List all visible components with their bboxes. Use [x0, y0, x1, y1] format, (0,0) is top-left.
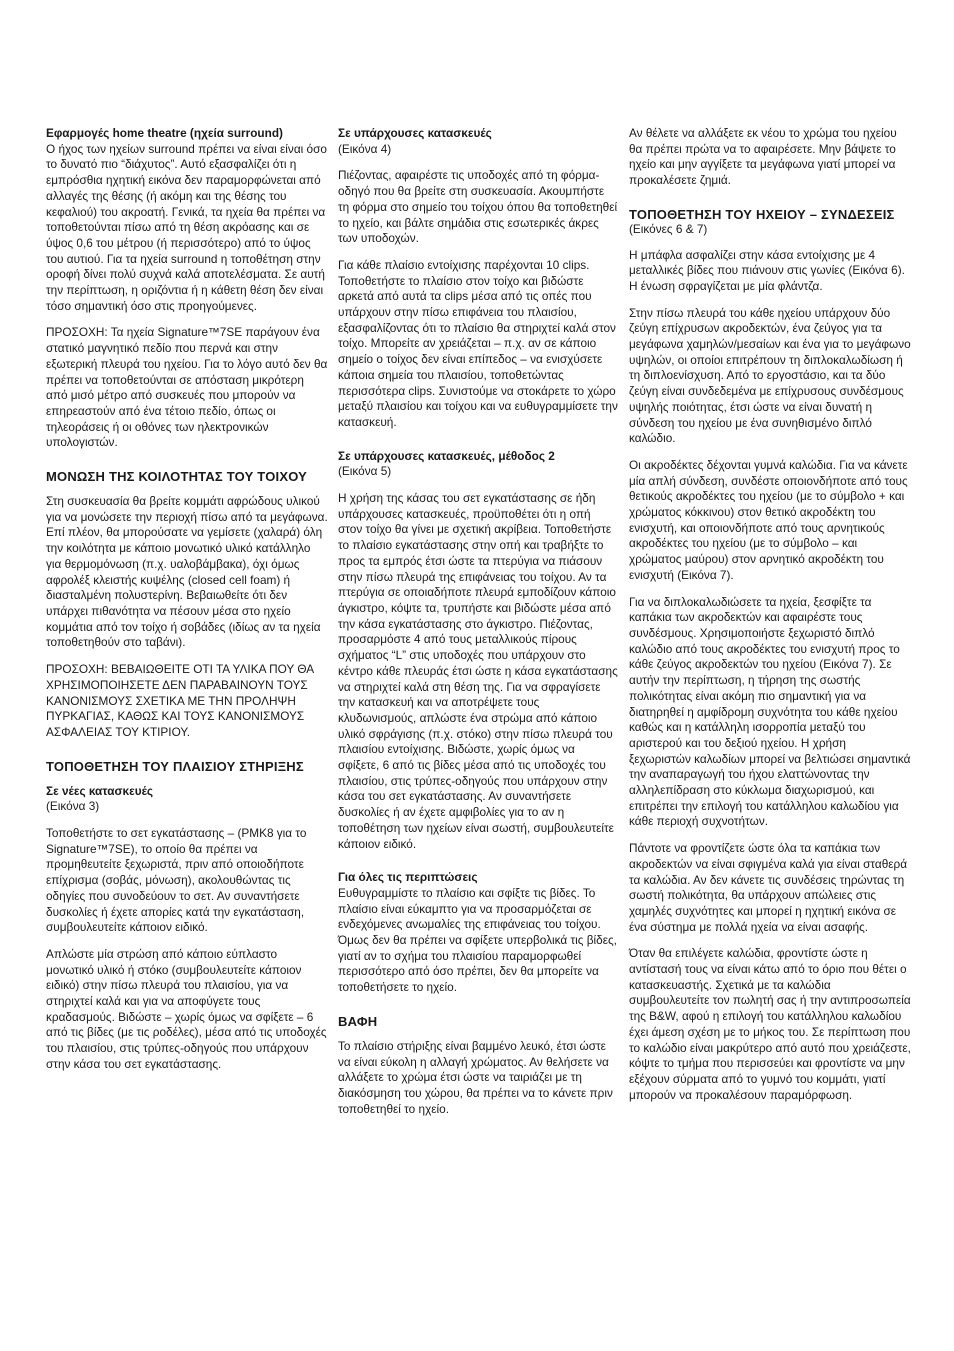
install-para-5: Πάντοτε να φροντίζετε ώστε όλα τα καπάκια των ακροδεκτών να είναι σφιγμένα καλά για είναι σταθερά τα καλώδια. Αν δεν κάνετε τις συνδέσεις τηρώντας τη σωστή πολικότητα, θα υπάρχουν απώλειες στις χαμηλές συχνότητες και μπορεί η ηχητική εικόνα σε ένα σύστημα με πολλά ηχεία να είναι ασαφής. [629, 841, 908, 934]
install-figure-ref: (Εικόνες 6 & 7) [629, 221, 708, 236]
home-theatre-paragraph [46, 126, 328, 314]
all-cases-subhead: Για όλες τις περιπτώσεις [338, 870, 478, 885]
insulation-body: Στη συσκευασία θα βρείτε κομμάτι αφρώδους υλικού για να μονώσετε την περιοχή πίσω από τα μεγάφωνα. Επί πλέον, θα μπορούσατε να γεμίσετε (χαλαρά) όλη την κοιλότητα με κάποιο μονωτικό υλικό κατάλληλο για θερμομόνωση (π.χ. υαλοβάμβακα), όχι όμως αφρολέξ κλειστής κυψέλης (closed cell foam) ή διασταλμένη πολυστερίνη. Βεβαιωθείτε ότι δεν υπάρχει πιθανότητα να πέσουν μέσα στο ηχείο κομμάτια από τον τοίχο ή σοβάδες (ιδίως αν τα ηχεία τοποθετηθούν στο ταβάνι). [46, 494, 328, 650]
existing2-figure-ref: (Εικόνα 5) [338, 464, 392, 479]
frame-para-1: Τοποθετήστε το σετ εγκατάστασης – (PMK8 για το Signature™7SE), το οποίο θα πρέπει να προμηθευτείτε ξεχωριστά, πριν από οποιοδήποτε επίχρισμα (σοβάς, μόνωση), ακολουθώντας τις οδηγίες που συνοδεύουν το σετ. Αν συναντήσετε δυσκολίες ή έχετε απορίες κατά την εγκατάσταση, συμβουλευτείτε κάποιον ειδικό. [46, 826, 307, 935]
existing2-subhead: Σε υπάρχουσες κατασκευές, μέθοδος 2 [338, 448, 555, 463]
insulation-heading: ΜΟΝΩΣΗ ΤΗΣ ΚΟΙΛΟΤΗΤΑΣ ΤΟΥ ΤΟΙΧΟΥ [46, 469, 308, 485]
column-1 [46, 126, 328, 1084]
frame-para-2: Απλώστε μία στρώση από κάποιο εύπλαστο μονωτικό υλικό ή στόκο (συμβουλευτείτε κάποιον ειδικό) στην πίσω πλευρά του πλαισίου, για να στηριχτεί καλά και για να αποφύγετε τους κραδασμούς. Βιδώστε – χωρίς όμως να σφίξετε – 6 από τις βίδες (με τις ροδέλες), μέσα από τις υποδοχές του πλαισίου, στις τρύπες-οδηγούς που υπάρχουν στην κάσα του σετ εγκατάστασης. [46, 946, 327, 1071]
install-heading [629, 207, 911, 238]
home-theatre-subhead: Εφαρμογές home theatre (ηχεία surround) [46, 126, 283, 140]
column-3 [629, 126, 911, 1114]
magnetic-warning: ΠΡΟΣΟΧΗ: Τα ηχεία Signature™7SE παράγουν ένα στατικό μαγνητικό πεδίο που περνά και στην εξωτερική πλευρά του ηχείου. Για το λόγο αυτό δεν θα πρέπει να τοποθετούνται σε απόσταση μικρότερη από μισό μέτρο από συσκευές που μπορούν να επηρεαστούν από ένα τέτοιο πεδίο, όπως οι τηλεοράσεις ή οι οθόνες των ηλεκτρονικών υπολογιστών. [46, 325, 328, 450]
existing-block [338, 126, 618, 157]
column-2 [338, 126, 618, 1128]
paint-body: Το πλαίσιο στήριξης είναι βαμμένο λευκό, έτσι ώστε να είναι εύκολη η αλλαγή χρώματος. Αν θελήσετε να αλλάξετε το χρώμα έτσι ώστε να ταιριάζει με τη διακόσμηση του χώρου, θα πρέπει να το κάνετε πριν τοποθετηθεί το ηχείο. [338, 1038, 613, 1116]
existing2-block [338, 449, 618, 480]
manual-page [46, 126, 910, 1326]
new-construction-figure-ref: (Εικόνα 3) [46, 799, 100, 814]
install-para-3: Οι ακροδέκτες δέχονται γυμνά καλώδια. Για να κάνετε μία απλή σύνδεση, συνδέστε οποιονδήποτε από τους θετικούς ακροδέκτες του ηχείου (με το σύμβολο + και χρώματος κόκκινου) στον θετικό ακροδέκτη του ενισχυτή, και οποιονδήποτε από τους αρνητικούς ακροδέκτες του ηχείου (με το σύμβολο – και χρώματος μαύρου) στον αρνητικό ακροδέκτη του ενισχυτή (Εικόνα 7). [629, 457, 908, 582]
all-cases-body: Ευθυγραμμίστε το πλαίσιο και σφίξτε τις βίδες. Το πλαίσιο είναι εύκαμπτο για να προσαρμόζεται σε ενδεχόμενες ανωμαλίες της επιφάνειας του τοίχου. Όμως δεν θα πρέπει να σφίξετε υπερβολικά τις βίδες, γιατί αν το σχήμα του πλαισίου παραμορφωθεί περισσότερο από όσο πρέπει, δεν θα μπορείτε να τοποθετήσετε το ηχείο. [338, 885, 617, 995]
new-construction-block [46, 784, 328, 815]
existing-figure-ref: (Εικόνα 4) [338, 141, 392, 156]
existing-para-2: Για κάθε πλαίσιο εντοίχισης παρέχονται 10 clips. Τοποθετήστε το πλαίσιο στον τοίχο και βιδώστε αρκετά από αυτά τα clips μέσα από τις οπές που υπάρχουν στην πίσω επιφάνεια του πλαισίου, εξασφαλίζοντας ότι το πλαίσιο θα στηριχτεί καλά στον τοίχο. Μπορείτε αν χρειάζεται – π.χ. αν σε κάποιο σημείο ο τοίχος δεν είναι επίπεδος – να ενισχύσετε κάποια σημεία του πλαισίου, τοποθετώντας περισσότερα clips. Συνιστούμε να στοκάρετε το χώρο μεταξύ πλαισίου και τοίχου και να ευθυγραμμίσετε την κατασκευή. [338, 257, 618, 429]
all-cases-block [338, 870, 618, 996]
install-para-6: Όταν θα επιλέγετε καλώδια, φροντίστε ώστε η αντίστασή τους να είναι κάτω από το όριο που θέτει ο κατασκευαστής. Σχετικά με τα καλώδια συμβουλευτείτε τον πωλητή σας ή την αντιπροσωπεία της B&W, αφού η επιλογή του κατάλληλου καλωδίου έχει άμεση σχέση με το μήκος του. Σε περίπτωση που το καλώδιο είναι μακρύτερο από αυτό που χρειάζεστε, κόψτε το τμήμα που περισσεύει και φροντίστε να μην εξέχουν σύρματα από το γυμνό του κομμάτι, γιατί μπορούν να προκαλέσουν παραμόρφωση. [629, 946, 911, 1102]
existing2-para-1: Η χρήση της κάσας του σετ εγκατάστασης σε ήδη υπάρχουσες κατασκευές, προϋποθέτει ότι η οπή στον τοίχο θα γίνει με σχετική ακρίβεια. Τοποθετήστε το πλαίσιο εγκατάστασης στην οπή και τραβήξτε το προς τα εμπρός έτσι ώστε τα πτερύγια να πιάσουν στην πίσω πλευρά της επιφάνειας του τοίχου. Αν τα πτερύγια σε οποιαδήποτε πλευρά εμποδίζουν κάποιο άγκιστρο, κόψτε τα, τρυπήστε και βιδώστε μέσα από την κάσα εγκατάστασης στο άγκιστρο. Πιέζοντας, προσαρμόστε 4 από τους μεταλλικούς πίρους σχήματος “L” στις υποδοχές που υπάρχουν στο κέντρο κάθε πλευράς έτσι ώστε η κάσα εγκατάστασης να στηριχτεί καλά στη θέση της. Για να σφραγίσετε την κατασκευή και να αποτρέψετε τους κλυδωνισμούς, απλώστε ένα στρώμα από κάποιο υλικό σφράγισης (π.χ. στόκο) στην πίσω πλευρά του πλαισίου εντοίχισης. Βιδώστε, χωρίς όμως να σφίξετε, 6 από τις βίδες μέσα από τις υποδοχές του πλαισίου, στις τρύπες-οδηγούς που υπάρχουν στην κάσα του σετ εγκατάστασης. Αν συναντήσετε δυσκολίες ή αν έχετε αμφιβολίες για το αν η τοποθέτηση των ηχείων είναι σωστή, συμβουλευτείτε κάποιον ειδικό. [338, 491, 618, 851]
install-heading-title: ΤΟΠΟΘΕΤΗΣΗ ΤΟΥ ΗΧΕΙΟΥ – ΣΥΝΔΕΣΕΙΣ [629, 206, 895, 222]
insulation-warning: ΠΡΟΣΟΧΗ: ΒΕΒΑΙΩΘΕΙΤΕ ΟΤΙ ΤΑ ΥΛΙΚΑ ΠΟΥ ΘΑ ΧΡΗΣΙΜΟΠΟΙΗΣΕΤΕ ΔΕΝ ΠΑΡΑΒΑΙΝΟΥΝ ΤΟΥΣ ΚΑΝΟΝΙΣΜΟΥΣ ΣΧΕΤΙΚΑ ΜΕ ΤΗΝ ΠΡΟΛΗΨΗ ΠΥΡΚΑΓΙΑΣ, ΚΑΘΩΣ ΚΑΙ ΤΟΥΣ ΚΑΝΟΝΙΣΜΟΥΣ ΑΣΦΑΛΕΙΑΣ ΤΟΥ ΚΤΙΡΙΟΥ. [46, 662, 314, 739]
new-construction-subhead: Σε νέες κατασκευές [46, 783, 154, 798]
install-para-4: Για να διπλοκαλωδιώσετε τα ηχεία, ξεσφίξτε τα καπάκια των ακροδεκτών και αφαιρέστε τους συνδέσμους. Χρησιμοποιήστε ξεχωριστό διπλό καλώδιο από τους ακροδέκτες του ενισχυτή προς το κάθε ζεύγος ακροδεκτών του ηχείου (Εικόνα 7). Σε αυτήν την περίπτωση, η τήρηση της σωστής πολικότητας είναι ακόμη πιο σημαντική για να διατηρηθεί η αμφίδρομη συχνότητα του κάθε ηχείου καθώς και η κατάλληλη ισορροπία μεταξύ του αριστερού και του δεξιού ηχείου. Η χρήση ξεχωριστών καλωδίων μπορεί να βελτιώσει σημαντικά την αναπαραγωγή του ήχου ελαττώνοντας την αλληλεπίδραση στο κύκλωμα διαχωρισμού, και επιτρέπει την επιλογή του κατάλληλου καλωδίου για κάθε περιοχή συχνοτήτων. [629, 594, 911, 829]
existing-para-1: Πιέζοντας, αφαιρέστε τις υποδοχές από τη φόρμα-οδηγό που θα βρείτε στη συσκευασία. Ακουμπήστε τη φόρμα στο σημείο του τοίχου όπου θα τοποθετηθεί το ηχείο, και βάλτε σημάδια στις εσωτερικές άκρες των υποδοχών. [338, 168, 618, 246]
repaint-paragraph: Αν θέλετε να αλλάξετε εκ νέου το χρώμα του ηχείου θα πρέπει πρώτα να το αφαιρέσετε. Μην βάψετε το ηχείο και μην αγγίξετε τα μεγάφωνα γιατί μπορεί να προκαλέσετε ζημιά. [629, 126, 897, 188]
home-theatre-body: Ο ήχος των ηχείων surround πρέπει να είναι είναι όσο το δυνατό πιο “διάχυτος”. Αυτό εξασφαλίζει ότι η εμπρόσθια ηχητική εικόνα δεν παραμορφώνεται από αλλαγές της θέσης (ή ακόμη και της θέσης του κεφαλιού) του ακροατή. Γενικά, τα ηχεία θα πρέπει να τοποθετούνται πίσω από τη θέση ακρόασης και σε ύψος 0,6 του μέτρου (ή περισσότερο) από το ύψος του αυτιού. Για τα ηχεία surround η τοποθέτηση στην οροφή δίνει πολύ συχνά καλά αποτελέσματα. Σε αυτή την περίπτωση, η οριζόντια ή η κάθετη θέση δεν είναι τόσο σημαντική όσο στις προηγούμενες. [46, 141, 327, 313]
frame-heading: ΤΟΠΟΘΕΤΗΣΗ ΤΟΥ ΠΛΑΙΣΙΟΥ ΣΤΗΡΙΞΗΣ [46, 758, 304, 774]
existing-subhead: Σε υπάρχουσες κατασκευές [338, 126, 492, 140]
install-para-1: Η μπάφλα ασφαλίζει στην κάσα εντοίχισης με 4 μεταλλικές βίδες που πιάνουν στις γωνίες (Εικόνα 6). Η ένωση σφραγίζεται με μία φλάντζα. [629, 247, 905, 293]
paint-heading: ΒΑΦΗ [338, 1013, 378, 1029]
install-para-2: Στην πίσω πλευρά του κάθε ηχείου υπάρχουν δύο ζεύγη επίχρυσων ακροδεκτών, ένα ζεύγος για τα μεγάφωνα χαμηλών/μεσαίων και ένα για το μεγάφωνο υψηλών, οι οποίοι επιτρέπουν τη διπλοκαλωδίωση ή τη διπλοενίσχυση. Από το εργοστάσιο, και τα δύο ζεύγη είναι συνδεδεμένα με επίχρυσους συνδέσμους υψηλής ποιότητας, έτσι ώστε να είναι δυνατή η σύνδεση του ηχείου με ένα συνηθισμένο διπλό καλώδιο. [629, 305, 911, 446]
